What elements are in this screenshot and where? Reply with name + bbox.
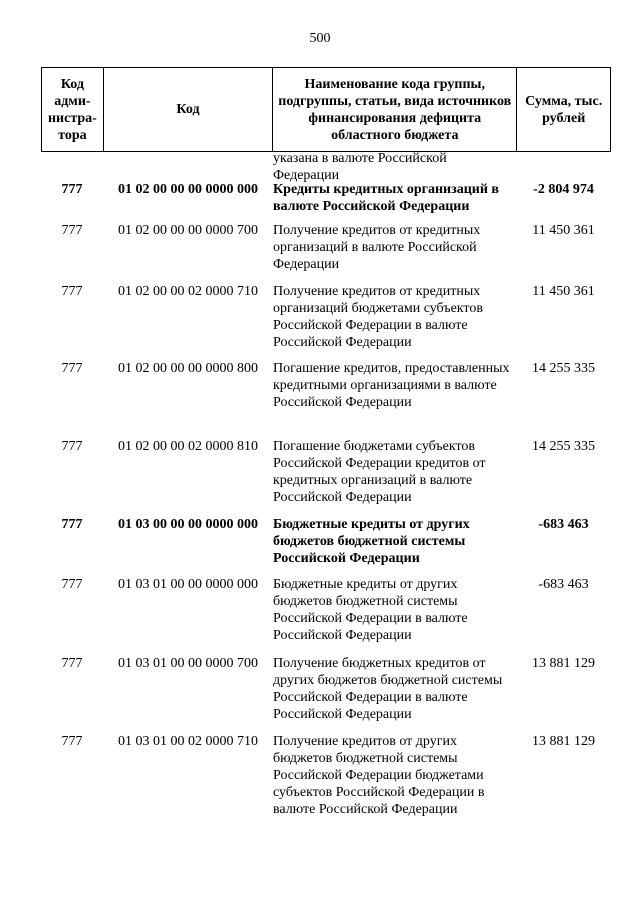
continuation-text: указана в валюте Российской Федерации	[273, 151, 447, 183]
row-code: 01 03 01 00 00 0000 700	[118, 656, 258, 671]
header-code: Код	[104, 68, 273, 151]
row-name: Погашение бюджетами субъектов Российской Федерации кредитов от кредитных организаций в валюте Российской Федерации	[273, 439, 486, 505]
row-name: Бюджетные кредиты от других бюджетов бюджетной системы Российской Федерации	[273, 517, 470, 566]
row-admin: 777	[61, 656, 83, 671]
row-admin: 777	[61, 439, 83, 454]
row-admin: 777	[61, 223, 83, 238]
row-name: Погашение кредитов, предоставленных кредитными организациями в валюте Российской Федерации	[273, 361, 510, 410]
row-sum: 11 450 361	[532, 223, 595, 238]
row-admin: 777	[61, 182, 83, 197]
row-code: 01 02 00 00 00 0000 700	[118, 223, 258, 238]
row-admin: 777	[61, 284, 83, 299]
row-name: Получение кредитов от кредитных организаций бюджетами субъектов Российской Федерации в валюте Российской Федерации	[273, 284, 483, 350]
row-sum: 11 450 361	[532, 284, 595, 299]
row-sum: -683 463	[538, 577, 589, 592]
row-admin: 777	[61, 734, 83, 749]
row-sum: 13 881 129	[532, 734, 595, 749]
row-sum: 14 255 335	[532, 439, 595, 454]
header-sum: Сумма, тыс. рублей	[525, 93, 603, 126]
row-code: 01 02 00 00 00 0000 000	[118, 182, 258, 197]
row-admin: 777	[61, 577, 83, 592]
row-name: Получение кредитов от других бюджетов бюджетной системы Российской Федерации бюджетами субъектов Российской Федерации в валюте Российской Федерации	[273, 734, 485, 817]
row-sum: 14 255 335	[532, 361, 595, 376]
page-number: 500	[309, 31, 331, 46]
row-code: 01 02 00 00 02 0000 710	[118, 284, 258, 299]
row-name: Бюджетные кредиты от других бюджетов бюджетной системы Российской Федерации в валюте Российской Федерации	[273, 577, 468, 643]
row-code: 01 03 00 00 00 0000 000	[118, 517, 258, 532]
row-code: 01 03 01 00 00 0000 000	[118, 577, 258, 592]
row-code: 01 03 01 00 02 0000 710	[118, 734, 258, 749]
row-name: Получение кредитов от кредитных организаций в валюте Российской Федерации	[273, 223, 481, 272]
row-sum: 13 881 129	[532, 656, 595, 671]
row-code: 01 02 00 00 02 0000 810	[118, 439, 258, 454]
row-sum: -683 463	[538, 517, 589, 532]
header-admin-code: Код адми-нистра-тора	[42, 68, 104, 151]
row-code: 01 02 00 00 00 0000 800	[118, 361, 258, 376]
row-name: Кредиты кредитных организаций в валюте Российской Федерации	[273, 182, 499, 214]
row-name: Получение бюджетных кредитов от других бюджетов бюджетной системы Российской Федерации в валюте Российской Федерации	[273, 656, 503, 722]
header-name: Наименование кода группы, подгруппы, статьи, вида источников финансирования дефицита областного бюджета	[273, 68, 517, 151]
row-sum: -2 804 974	[533, 182, 594, 197]
table-header	[41, 67, 611, 152]
row-admin: 777	[61, 361, 83, 376]
row-admin: 777	[61, 517, 83, 532]
